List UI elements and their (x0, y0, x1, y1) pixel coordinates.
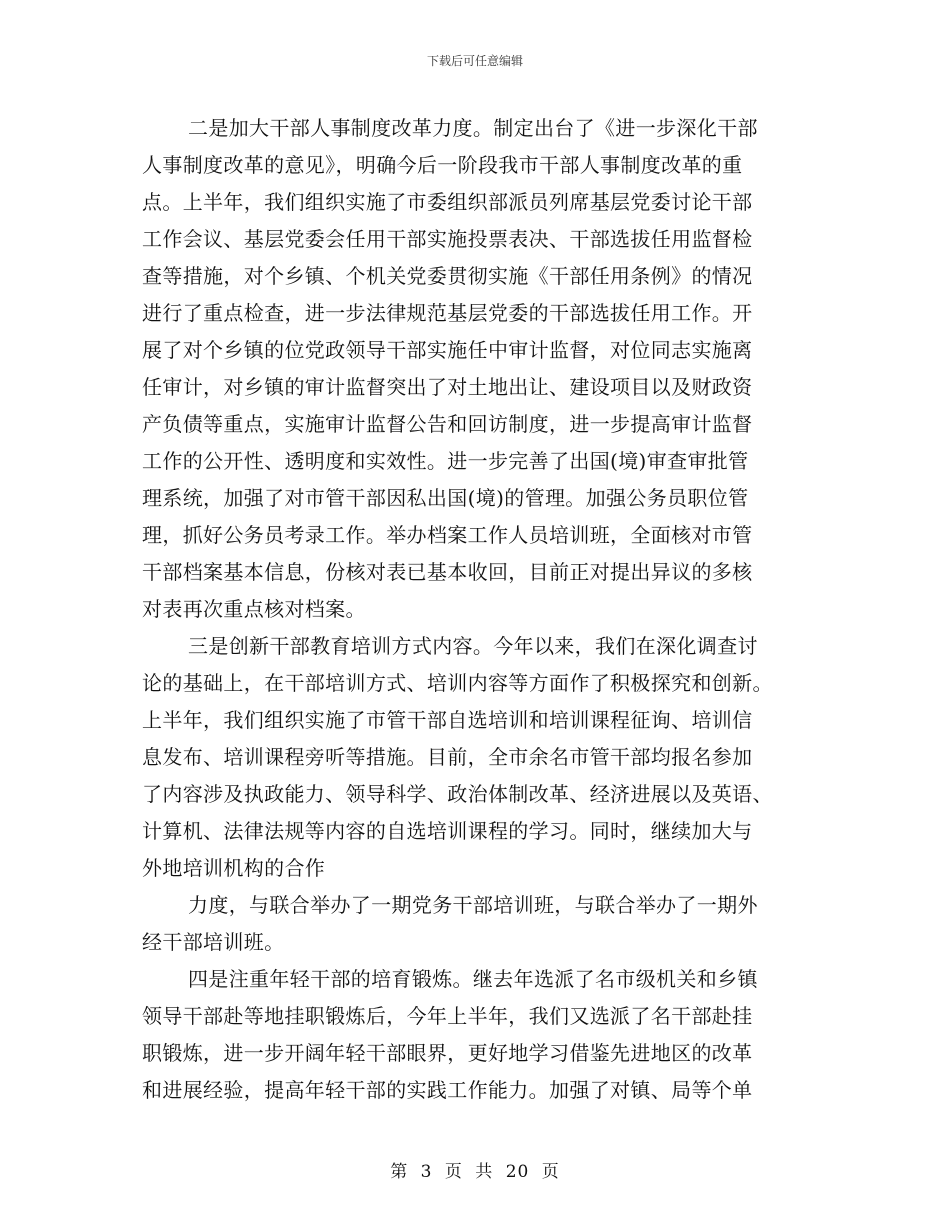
paragraph-line: 领导干部赴等地挂职锻炼后，今年上半年，我们又选派了名干部赴挂 (142, 1004, 753, 1028)
paragraph-line: 工作会议、基层党委会任用干部实施投票表决、干部选拔任用监督检 (142, 227, 753, 251)
paragraph-line: 经干部培训班。 (142, 930, 285, 954)
page-header-note: 下载后可任意编辑 (426, 54, 523, 68)
paragraph-line: 查等措施，对个乡镇、个机关党委贯彻实施《干部任用条例》的情况 (142, 264, 753, 288)
page-number: 第 3 页 共 20 页 (390, 1162, 560, 1182)
paragraph-line: 外地培训机构的合作 (142, 856, 326, 880)
paragraph-line: 息发布、培训课程旁听等措施。目前，全市余名市管干部均报名参加 (142, 745, 753, 769)
paragraph-line: 职锻炼，进一步开阔年轻干部眼界，更好地学习借鉴先进地区的改革 (142, 1041, 753, 1065)
paragraph-line: 三是创新干部教育培训方式内容。今年以来，我们在深化调查讨 (188, 634, 758, 658)
paragraph-line: 计算机、法律法规等内容的自选培训课程的学习。同时，继续加大与 (142, 819, 753, 843)
paragraph-line: 点。上半年，我们组织实施了市委组织部派员列席基层党委讨论干部 (142, 190, 753, 214)
paragraph-line: 产负债等重点，实施审计监督公告和回访制度，进一步提高审计监督 (142, 412, 753, 436)
paragraph-line: 二是加大干部人事制度改革力度。制定出台了《进一步深化干部 (188, 116, 758, 140)
paragraph-line: 任审计，对乡镇的审计监督突出了对土地出让、建设项目以及财政资 (142, 375, 753, 399)
paragraph-line: 四是注重年轻干部的培育锻炼。继去年选派了名市级机关和乡镇 (188, 967, 758, 991)
paragraph-line: 理，抓好公务员考录工作。举办档案工作人员培训班，全面核对市管 (142, 523, 753, 547)
paragraph-line: 人事制度改革的意见》，明确今后一阶段我市干部人事制度改革的重 (142, 153, 743, 177)
paragraph-line: 上半年，我们组织实施了市管干部自选培训和培训课程征询、培训信 (142, 708, 753, 732)
paragraph-line: 了内容涉及执政能力、领导科学、政治体制改革、经济进展以及英语、 (142, 782, 773, 806)
paragraph-line: 和进展经验，提高年轻干部的实践工作能力。加强了对镇、局等个单 (142, 1078, 753, 1102)
document-body (142, 110, 807, 1109)
paragraph-line: 对表再次重点核对档案。 (142, 597, 366, 621)
paragraph-line: 力度，与联合举办了一期党务干部培训班，与联合举办了一期外 (188, 893, 758, 917)
paragraph-line: 理系统，加强了对市管干部因私出国(境)的管理。加强公务员职位管 (142, 486, 749, 510)
paragraph-line: 论的基础上，在干部培训方式、培训内容等方面作了积极探究和创新。 (142, 671, 773, 695)
paragraph-line: 干部档案基本信息，份核对表已基本收回，目前正对提出异议的多核 (142, 560, 753, 584)
paragraph-line: 工作的公开性、透明度和实效性。进一步完善了出国(境)审查审批管 (142, 449, 749, 473)
paragraph-line: 进行了重点检查，进一步法律规范基层党委的干部选拔任用工作。开 (142, 301, 753, 325)
paragraph-line: 展了对个乡镇的位党政领导干部实施任中审计监督，对位同志实施离 (142, 338, 753, 362)
